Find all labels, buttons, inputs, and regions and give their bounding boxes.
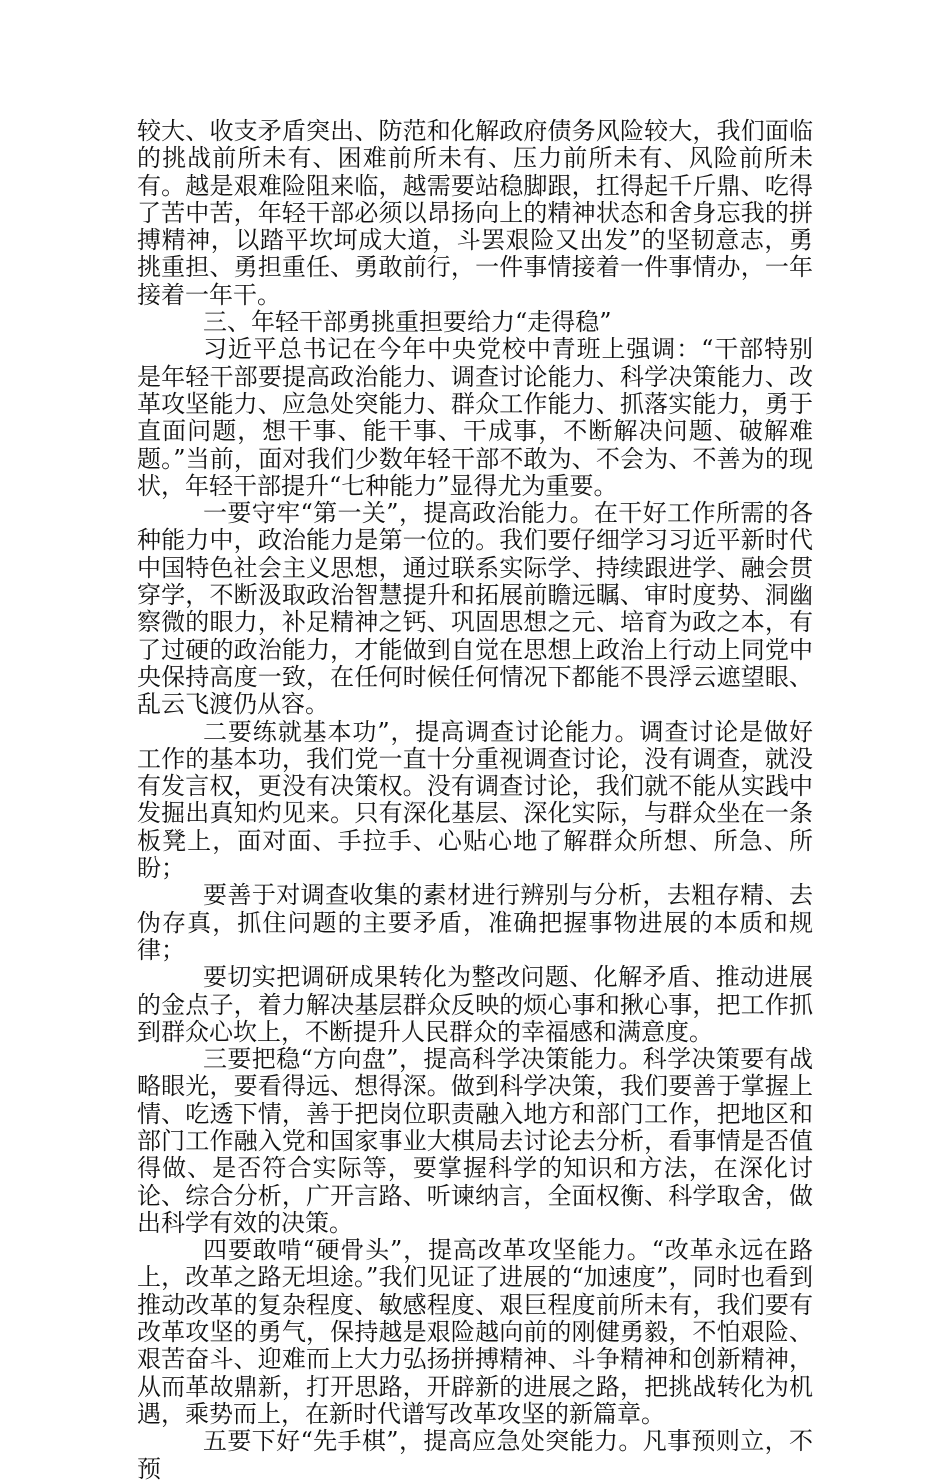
- paragraph: 习近平总书记在今年中央党校中青班上强调：“干部特别是年轻干部要提高政治能力、调查讨论能力、科学决策能力、改革攻坚能力、应急处突能力、群众工作能力、抓落实能力，勇于直面问题，想干事、能干事、干成事，不断解决问题、破解难题。”当前，面对我们少数年轻干部不敢为、不会为、不善为的现状，年轻干部提升“七种能力”显得尤为重要。: [137, 335, 813, 500]
- document-body: [137, 118, 813, 1483]
- paragraph-continuation: 较大、收支矛盾突出、防范和化解政府债务风险较大，我们面临的挑战前所未有、困难前所未有、压力前所未有、风险前所未有。越是艰难险阻来临，越需要站稳脚跟，扛得起千斤鼎、吃得了苦中苦，年轻干部必须以昂扬向上的精神状态和舍身忘我的拼搏精神，以踏平坎坷成大道，斗罢艰险又出发”的坚韧意志，勇挑重担、勇担重任、勇敢前行，一件事情接着一件事情办，一年接着一年干。: [137, 117, 813, 309]
- paragraph: 三要把稳“方向盘”，提高科学决策能力。科学决策要有战略眼光，要看得远、想得深。做到科学决策，我们要善于掌握上情、吃透下情，善于把岗位职责融入地方和部门工作，把地区和部门工作融入党和国家事业大棋局去讨论去分析，看事情是否值得做、是否符合实际等，要掌握科学的知识和方法，在深化讨论、综合分析，广开言路、听谏纳言，全面权衡、科学取舍，做出科学有效的决策。: [137, 1045, 813, 1237]
- section-heading: 三、年轻干部勇挑重担要给力“走得稳”: [203, 308, 612, 337]
- paragraph: 要善于对调查收集的素材进行辨别与分析，去粗存精、去伪存真，抓住问题的主要矛盾，准确把握事物进展的本质和规律；: [137, 881, 813, 964]
- paragraph: 一要守牢“第一关”，提高政治能力。在干好工作所需的各种能力中，政治能力是第一位的。我们要仔细学习习近平新时代中国特色社会主义思想，通过联系实际学、持续跟进学、融会贯穿学，不断汲取政治智慧提升和拓展前瞻远瞩、审时度势、洞幽察微的眼力，补足精神之钙、巩固思想之元、培育为政之本，有了过硬的政治能力，才能做到自觉在思想上政治上行动上同党中央保持高度一致，在任何时候任何情况下都能不畏浮云遮望眼、乱云飞渡仍从容。: [137, 499, 813, 719]
- paragraph: 四要敢啃“硬骨头”，提高改革攻坚能力。“改革永远在路上，改革之路无坦途。”我们见证了进展的“加速度”，同时也看到推动改革的复杂程度、敏感程度、艰巨程度前所未有，我们要有改革攻坚的勇气，保持越是艰险越向前的刚健勇毅，不怕艰险、艰苦奋斗、迎难而上大力弘扬拼搏精神、斗争精神和创新精神，从而革故鼎新，打开思路，开辟新的进展之路，把挑战转化为机遇，乘势而上，在新时代谱写改革攻坚的新篇章。: [137, 1236, 813, 1428]
- paragraph: 二要练就基本功”，提高调查讨论能力。调查讨论是做好工作的基本功，我们党一直十分重视调查讨论，没有调查，就没有发言权，更没有决策权。没有调查讨论，我们就不能从实践中发掘出真知灼见来。只有深化基层、深化实际，与群众坐在一条板凳上，面对面、手拉手、心贴心地了解群众所想、所急、所盼；: [137, 717, 813, 883]
- paragraph: 五要下好“先手棋”，提高应急处突能力。凡事预则立，不预: [137, 1427, 813, 1483]
- paragraph: 要切实把调研成果转化为整改问题、化解矛盾、推动进展的金点子，着力解决基层群众反映的烦心事和揪心事，把工作抓到群众心坎上，不断提升人民群众的幸福感和满意度。: [137, 963, 813, 1046]
